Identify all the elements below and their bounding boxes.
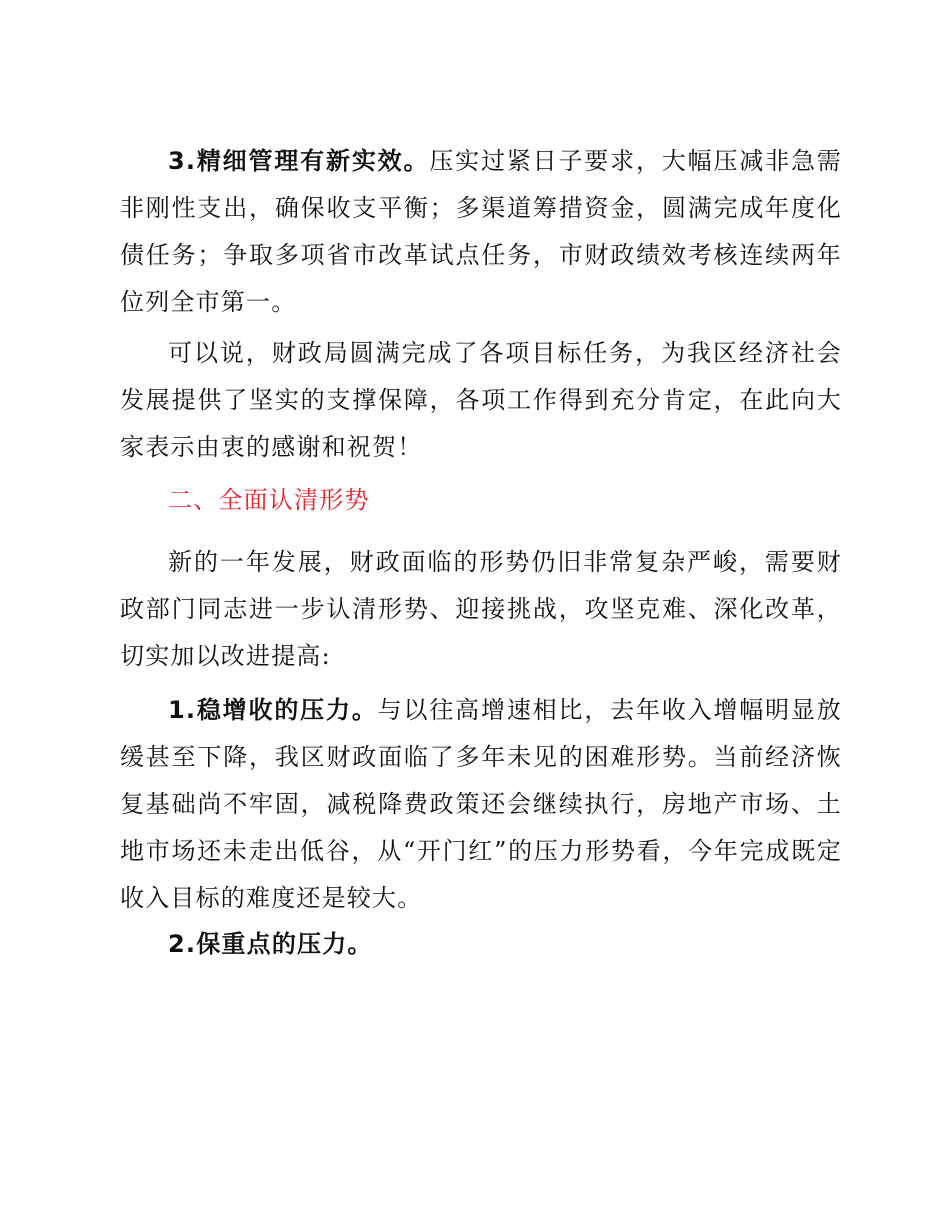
point1-paragraph: [120, 687, 842, 922]
item3-paragraph: [120, 138, 842, 326]
item3-title: 3.精细管理有新实效。: [168, 147, 430, 175]
point1-body: 与以往高增速相比，去年收入增幅明显放缓甚至下降，我区财政面临了多年未见的困难形势。当前经济恢复基础尚不牢固，减税降费政策还会继续执行，房地产市场、土地市场还未走出低谷，从“开门红”的压力形势看，今年完成既定收入目标的难度还是较大。: [120, 696, 842, 912]
section-heading: 二、全面认清形势: [168, 486, 370, 514]
item3-body: 压实过紧日子要求，大幅压减非急需非刚性支出，确保收支平衡；多渠道筹措资金，圆满完成年度化债任务；争取多项省市改革试点任务，市财政绩效考核连续两年位列全市第一。: [120, 147, 842, 316]
point2-paragraph: [120, 921, 842, 968]
point2-title: 2.保重点的压力。: [168, 930, 373, 958]
section-intro-paragraph: 新的一年发展，财政面临的形势仍旧非常复杂严峻，需要财政部门同志进一步认清形势、迎接挑战，攻坚克难、深化改革，切实加以改进提高:: [120, 548, 842, 670]
summary-paragraph: 可以说，财政局圆满完成了各项目标任务，为我区经济社会发展提供了坚实的支撑保障，各项工作得到充分肯定，在此向大家表示由衷的感谢和祝贺！: [120, 339, 842, 461]
point1-title: 1.稳增收的压力。: [168, 696, 378, 724]
